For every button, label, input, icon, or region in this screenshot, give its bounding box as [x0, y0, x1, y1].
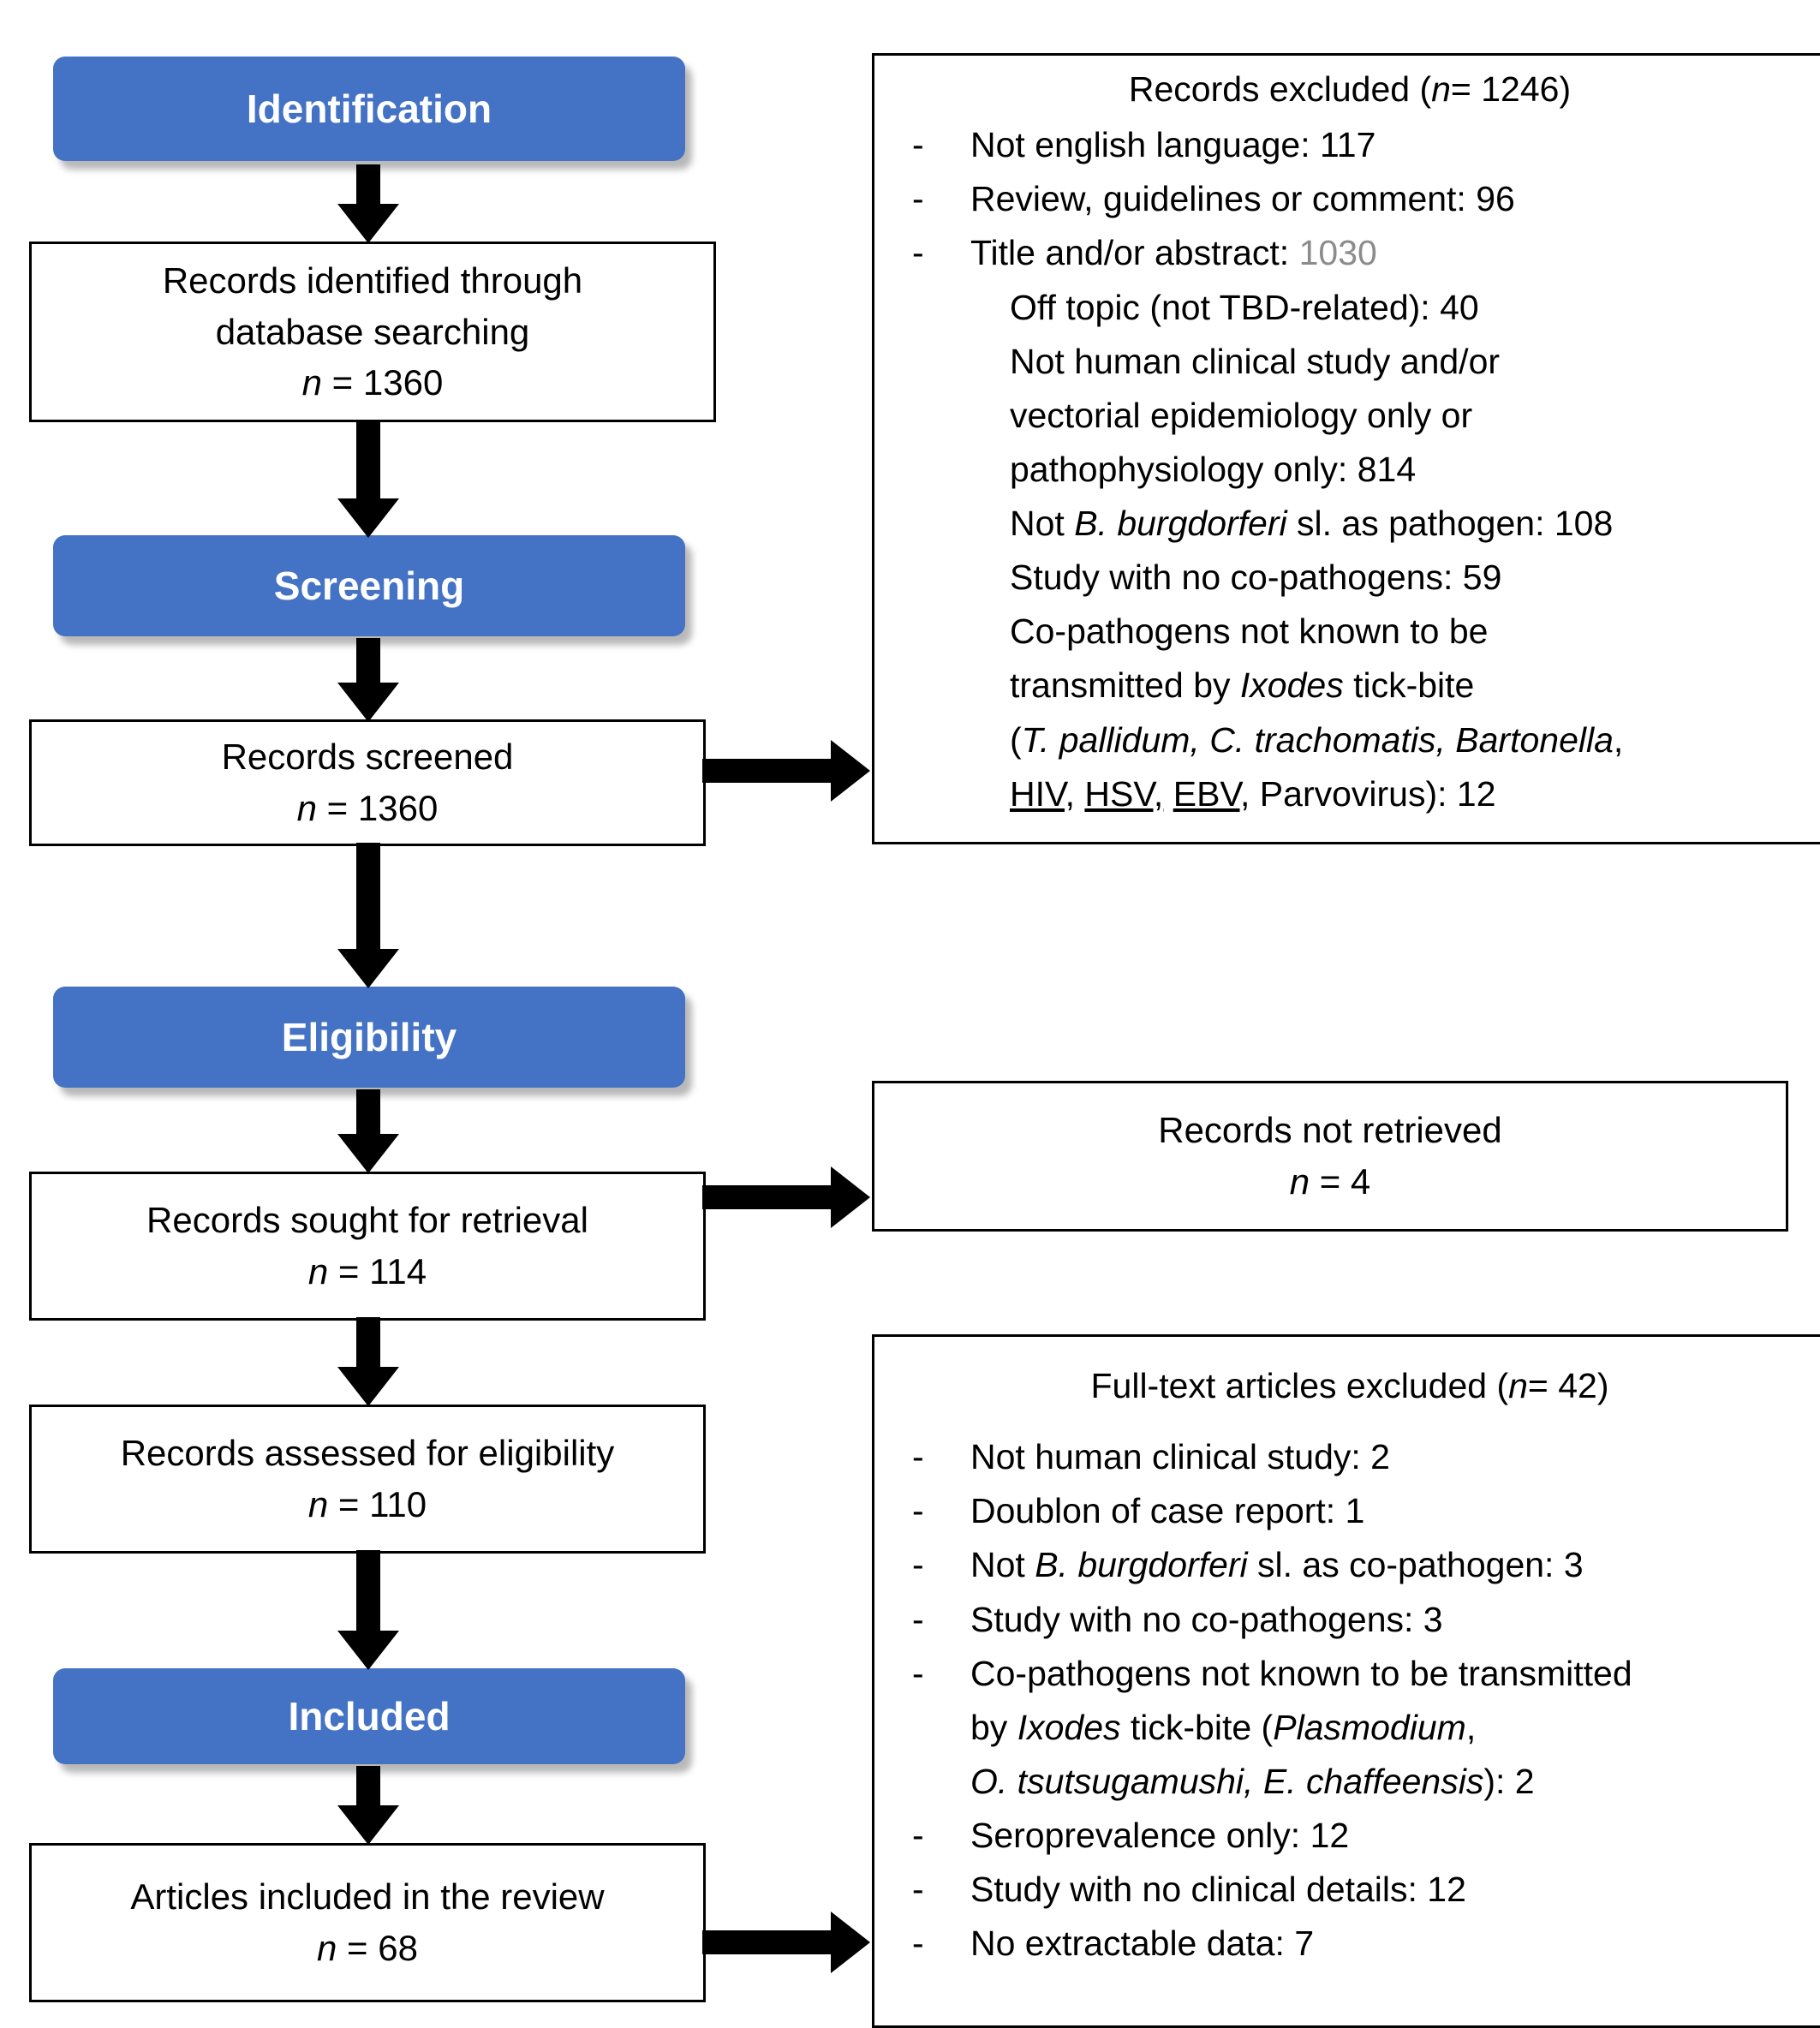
- text-run: ,: [1465, 1707, 1477, 1747]
- arrow-down-identification-to-identified: [337, 164, 399, 243]
- text-line: [216, 307, 530, 358]
- text-run: = 68: [337, 1928, 418, 1968]
- text-line: [970, 172, 1808, 226]
- arrow-head-icon: [831, 740, 870, 802]
- text-run: Records not retrieved: [1158, 1110, 1502, 1151]
- text-run: ,: [1613, 719, 1624, 760]
- arrow-shaft: [356, 164, 380, 206]
- list-item: [892, 226, 1808, 280]
- stage-included: [53, 1668, 685, 1764]
- list-item: [892, 1593, 1808, 1647]
- text-line: [970, 1593, 1808, 1647]
- text-line: [970, 1701, 1808, 1755]
- text-line: [308, 1479, 427, 1530]
- text-line: [970, 1917, 1808, 1971]
- text-run: O. tsutsugamushi, E. chaffeensis: [970, 1761, 1484, 1801]
- text-run: Not: [1010, 504, 1075, 543]
- arrow-right-articles-to-fulltext-excluded: [702, 1912, 870, 1973]
- text-line: [970, 226, 1808, 280]
- arrow-shaft: [356, 420, 380, 500]
- text-line: [970, 118, 1808, 172]
- stage-eligibility: [53, 987, 685, 1088]
- text-run: = 110: [328, 1484, 427, 1524]
- stage-eligibility-label: Eligibility: [281, 1015, 457, 1059]
- box-records-excluded: [872, 53, 1820, 844]
- text-run: n: [1431, 69, 1451, 109]
- box-fulltext-excluded: [872, 1334, 1820, 2028]
- text-line: [1010, 443, 1808, 497]
- bullet: -: [912, 233, 924, 273]
- text-run: Doublon of case report: 1: [970, 1491, 1365, 1531]
- arrow-head-icon: [831, 1166, 870, 1228]
- text-run: ): 2: [1483, 1761, 1535, 1801]
- text-line: [970, 1430, 1808, 1484]
- text-run: B. burgdorferi: [1035, 1545, 1248, 1585]
- list-item: [892, 1917, 1808, 1971]
- arrow-down-screened-to-eligibility: [337, 843, 399, 988]
- text-line: [970, 1647, 1808, 1701]
- text-run: Title and/or abstract:: [970, 233, 1299, 273]
- box-articles-included: [29, 1843, 706, 2002]
- text-run: Co-pathogens not known to be: [1010, 611, 1489, 652]
- text-run: n: [301, 362, 323, 403]
- list-item: [892, 605, 1808, 821]
- text-run: Seroprevalence only: 12: [970, 1816, 1350, 1855]
- fulltext-excluded-title: [892, 1359, 1808, 1413]
- list-item: [892, 1647, 1808, 1809]
- text-line: [1010, 713, 1808, 767]
- text-line: [302, 357, 444, 409]
- text-run: Off topic (not TBD-related): 40: [1010, 287, 1479, 327]
- text-line: [130, 1871, 604, 1923]
- arrow-head-icon: [337, 1631, 399, 1670]
- text-run: Records assessed for eligibility: [120, 1433, 615, 1474]
- text-run: vectorial epidemiology only or: [1010, 395, 1473, 435]
- text-line: [297, 783, 439, 834]
- text-run: Plasmodium: [1273, 1707, 1466, 1747]
- list-item: [892, 1863, 1808, 1917]
- text-line: [1010, 551, 1808, 605]
- arrow-head-icon: [831, 1912, 870, 1973]
- arrow-shaft: [702, 1930, 832, 1954]
- arrow-shaft: [702, 1185, 832, 1209]
- bullet: -: [912, 1816, 924, 1855]
- text-line: [970, 1755, 1808, 1809]
- list-item: [892, 551, 1808, 605]
- text-line: [146, 1195, 588, 1246]
- text-run: Study with no co-pathogens: 59: [1010, 558, 1502, 598]
- text-run: n: [1289, 1161, 1310, 1202]
- text-line: [970, 1484, 1808, 1538]
- list-item: [892, 1809, 1808, 1863]
- list-item: [892, 118, 1808, 172]
- bullet: -: [912, 1870, 924, 1910]
- arrow-shaft: [356, 843, 380, 951]
- list-item: [892, 497, 1808, 551]
- fulltext-excluded-list: [892, 1430, 1808, 1971]
- text-run: No extractable data: 7: [970, 1924, 1315, 1964]
- arrow-shaft: [356, 1766, 380, 1807]
- text-run: = 1360: [322, 362, 444, 403]
- arrow-down-sought-to-assessed: [337, 1317, 399, 1406]
- text-line: [222, 731, 514, 783]
- records-excluded-list: [892, 118, 1808, 821]
- text-line: [1290, 1156, 1371, 1208]
- text-run: Study with no clinical details: 12: [970, 1870, 1466, 1910]
- text-run: Study with no co-pathogens: 3: [970, 1599, 1443, 1639]
- stage-included-label: Included: [288, 1694, 451, 1739]
- text-run: Full-text articles excluded (: [1090, 1366, 1509, 1405]
- text-run: B. burgdorferi: [1074, 504, 1287, 543]
- bullet: -: [912, 179, 924, 219]
- arrow-head-icon: [337, 949, 399, 988]
- text-run: n: [317, 1928, 337, 1968]
- text-line: [1010, 605, 1808, 659]
- arrow-shaft: [356, 1089, 380, 1136]
- arrow-head-icon: [337, 1367, 399, 1406]
- list-item: [892, 1538, 1808, 1592]
- text-run: Records excluded (: [1128, 69, 1432, 109]
- arrow-down-included-to-articles: [337, 1766, 399, 1845]
- text-run: Records screened: [221, 737, 514, 778]
- text-line: [1010, 659, 1808, 713]
- text-run: = 42): [1527, 1366, 1609, 1405]
- bullet: -: [912, 1545, 924, 1585]
- text-run: = 1360: [317, 788, 439, 828]
- bullet: -: [912, 1491, 924, 1531]
- text-run: database searching: [215, 311, 530, 352]
- list-item: [892, 172, 1808, 226]
- text-run: Articles included in the review: [130, 1876, 605, 1918]
- arrow-head-icon: [337, 1805, 399, 1845]
- arrow-shaft: [356, 1317, 380, 1369]
- arrow-down-assessed-to-included: [337, 1550, 399, 1670]
- text-run: EBV,: [1173, 773, 1250, 814]
- text-line: [1158, 1105, 1502, 1156]
- arrow-shaft: [356, 1550, 380, 1632]
- arrow-right-screened-to-excluded: [702, 740, 870, 802]
- box-records-identified: [29, 242, 716, 422]
- text-run: sl. as co-pathogen: 3: [1247, 1545, 1584, 1585]
- bullet: -: [912, 1599, 924, 1639]
- text-run: = 4: [1310, 1161, 1371, 1202]
- arrow-head-icon: [337, 498, 399, 538]
- arrow-down-screening-to-screened: [337, 638, 399, 722]
- text-run: n: [1508, 1366, 1528, 1405]
- list-item: [892, 281, 1808, 335]
- bullet: -: [912, 1437, 924, 1477]
- stage-screening: [53, 535, 685, 636]
- text-line: [308, 1246, 427, 1297]
- text-run: Not human clinical study and/or: [1010, 341, 1501, 381]
- text-run: [1075, 774, 1084, 814]
- text-run: sl. as pathogen: 108: [1286, 504, 1614, 543]
- text-line: [1010, 335, 1808, 389]
- arrow-shaft: [702, 759, 832, 783]
- text-run: Not human clinical study: 2: [970, 1437, 1390, 1477]
- text-line: [970, 1809, 1808, 1863]
- stage-identification: [53, 57, 685, 161]
- text-run: = 1246): [1450, 69, 1572, 109]
- text-run: Ixodes: [1239, 665, 1344, 706]
- text-line: [892, 1359, 1808, 1413]
- list-item: [892, 1484, 1808, 1538]
- text-run: 1030: [1298, 233, 1377, 273]
- arrow-head-icon: [337, 1134, 399, 1173]
- text-line: [1010, 389, 1808, 443]
- text-run: T. pallidum, C. trachomatis, Bartonella: [1021, 719, 1614, 760]
- text-run: transmitted by: [1010, 665, 1240, 706]
- text-run: HSV,: [1084, 773, 1164, 814]
- text-run: Not: [970, 1545, 1035, 1585]
- text-run: by: [970, 1707, 1017, 1747]
- arrow-right-sought-to-not-retrieved: [702, 1166, 870, 1228]
- box-records-screened: [29, 719, 706, 846]
- stage-identification-label: Identification: [246, 86, 492, 131]
- list-item: [892, 335, 1808, 497]
- text-line: [121, 1428, 615, 1479]
- text-run: = 114: [328, 1251, 427, 1291]
- text-run: HIV,: [1010, 773, 1075, 814]
- text-run: Not english language: 117: [970, 125, 1376, 165]
- text-run: n: [296, 788, 318, 828]
- text-run: tick-bite: [1343, 665, 1475, 706]
- arrow-down-eligibility-to-sought: [337, 1089, 399, 1173]
- box-records-sought: [29, 1172, 706, 1321]
- box-records-assessed: [29, 1405, 706, 1554]
- bullet: -: [912, 1653, 924, 1693]
- text-run: tick-bite (: [1120, 1707, 1274, 1747]
- list-item: [892, 1430, 1808, 1484]
- text-run: Records identified through: [162, 260, 583, 301]
- text-run: n: [307, 1484, 329, 1524]
- bullet: -: [912, 125, 924, 165]
- records-excluded-title: [892, 63, 1808, 116]
- text-line: [892, 63, 1808, 116]
- text-line: [1010, 497, 1808, 551]
- text-run: (: [1010, 719, 1022, 760]
- text-line: [317, 1923, 418, 1974]
- text-line: [970, 1538, 1808, 1592]
- arrow-head-icon: [337, 683, 399, 722]
- text-run: Ixodes: [1017, 1707, 1121, 1747]
- stage-screening-label: Screening: [273, 564, 465, 608]
- text-line: [163, 255, 582, 307]
- text-line: [1010, 281, 1808, 335]
- text-run: [1163, 774, 1173, 814]
- arrow-head-icon: [337, 204, 399, 243]
- text-line: [970, 1863, 1808, 1917]
- text-run: Co-pathogens not known to be transmitted: [970, 1653, 1632, 1693]
- text-run: Records sought for retrieval: [146, 1200, 588, 1241]
- text-line: [1010, 767, 1808, 821]
- text-run: n: [307, 1251, 329, 1291]
- text-run: Review, guidelines or comment: 96: [970, 179, 1515, 219]
- box-records-not-retrieved: [872, 1081, 1788, 1232]
- text-run: pathophysiology only: 814: [1010, 449, 1417, 489]
- arrow-down-identified-to-screening: [337, 420, 399, 538]
- arrow-shaft: [356, 638, 380, 684]
- text-run: Parvovirus): 12: [1250, 773, 1496, 814]
- bullet: -: [912, 1924, 924, 1964]
